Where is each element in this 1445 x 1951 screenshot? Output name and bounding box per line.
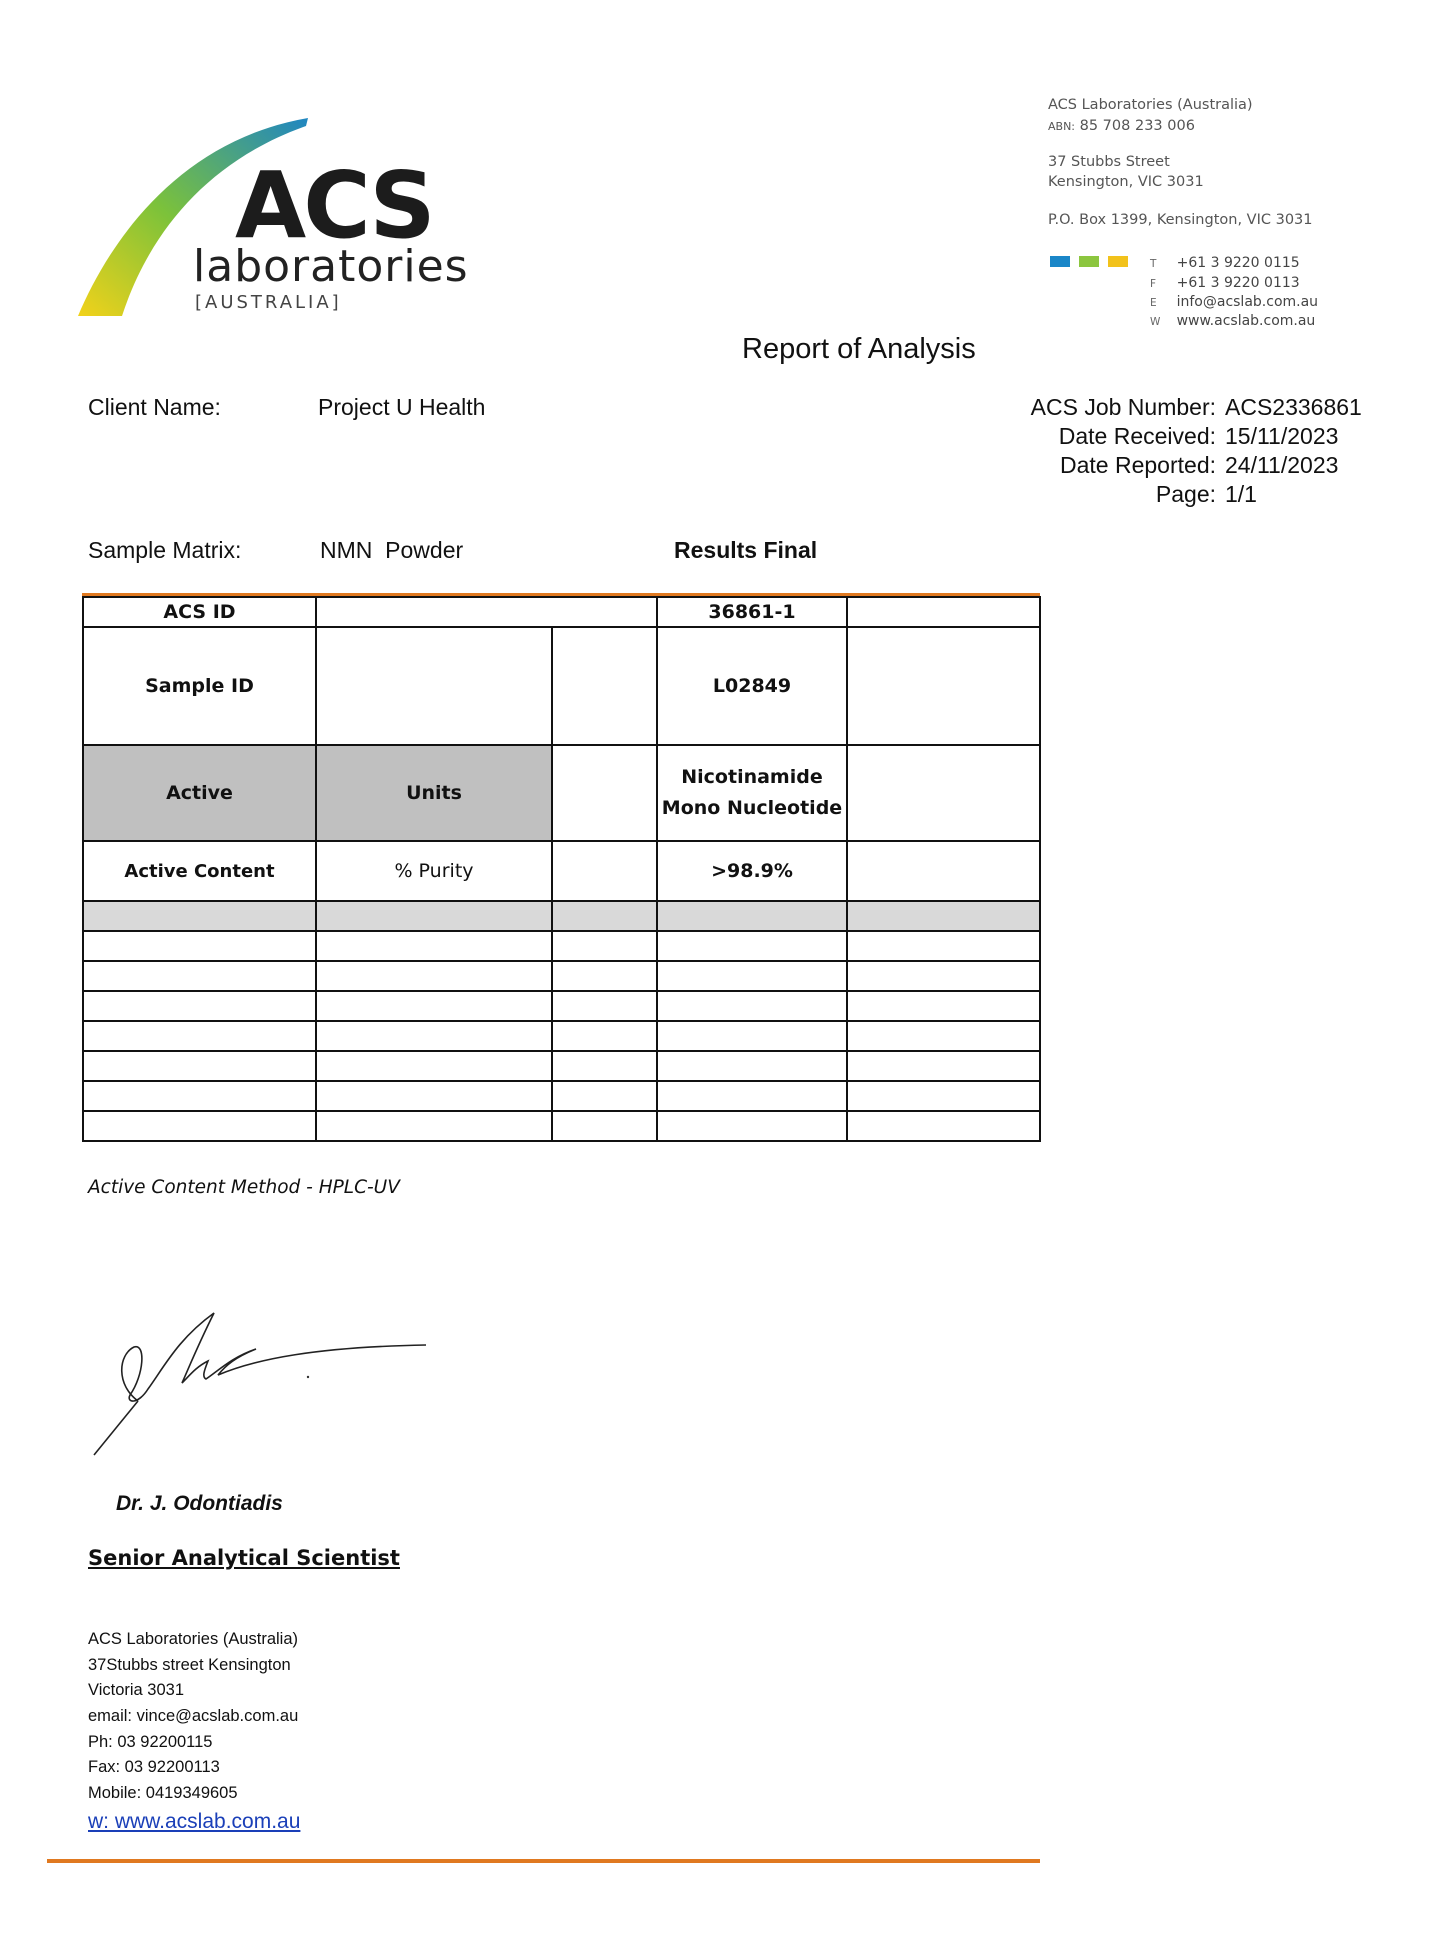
footer-line: Fax: 03 92200113 bbox=[88, 1758, 220, 1777]
page-value: 1/1 bbox=[1225, 481, 1257, 507]
units-header: Units bbox=[316, 745, 552, 841]
logo-sub-text: laboratories bbox=[193, 241, 469, 292]
date-reported-label: Date Reported: bbox=[1060, 452, 1216, 478]
job-number-label: ACS Job Number: bbox=[1030, 394, 1216, 420]
footer-line: email: vince@acslab.com.au bbox=[88, 1707, 299, 1726]
table-cell bbox=[552, 841, 657, 901]
compound-header bbox=[657, 745, 847, 841]
company-name: ACS Laboratories (Australia) bbox=[1048, 97, 1253, 113]
table-row bbox=[83, 931, 1040, 961]
contact-label: W bbox=[1150, 316, 1161, 328]
results-status: Results Final bbox=[674, 537, 818, 563]
footer-contact bbox=[88, 1630, 300, 1838]
abn-label: ABN: bbox=[1048, 120, 1076, 133]
sample-id-header: Sample ID bbox=[83, 627, 316, 745]
brand-swatch-blue bbox=[1050, 256, 1070, 267]
table-cell bbox=[847, 841, 1040, 901]
contact-fax bbox=[1150, 276, 1300, 291]
contact-value: info@acslab.com.au bbox=[1176, 294, 1319, 310]
table-row bbox=[83, 627, 1040, 745]
sample-matrix-value: NMN Powder bbox=[320, 537, 464, 563]
company-suburb: Kensington, VIC 3031 bbox=[1048, 174, 1204, 190]
contact-web bbox=[1150, 314, 1315, 329]
footer-line: Mobile: 0419349605 bbox=[88, 1784, 238, 1803]
table-cell bbox=[847, 597, 1040, 627]
contact-value: +61 3 9220 0115 bbox=[1176, 255, 1300, 271]
footer-line: Victoria 3031 bbox=[88, 1681, 185, 1700]
active-header: Active bbox=[83, 745, 316, 841]
active-content-label: Active Content bbox=[83, 841, 316, 901]
table-row bbox=[83, 841, 1040, 901]
logo-region-text: [AUSTRALIA] bbox=[195, 292, 342, 313]
table-cell bbox=[847, 627, 1040, 745]
brand-swatch-yellow bbox=[1108, 256, 1128, 267]
purity-result: >98.9% bbox=[657, 841, 847, 901]
contact-label: T bbox=[1150, 258, 1157, 270]
contact-value: www.acslab.com.au bbox=[1176, 313, 1316, 329]
page-label: Page: bbox=[1155, 481, 1216, 507]
sample-id-value: L02849 bbox=[657, 627, 847, 745]
table-row bbox=[83, 991, 1040, 1021]
table-row bbox=[83, 1081, 1040, 1111]
table-cell bbox=[847, 745, 1040, 841]
contact-label: E bbox=[1150, 297, 1157, 309]
contact-phone bbox=[1150, 256, 1300, 271]
job-number-value: ACS2336861 bbox=[1225, 394, 1362, 420]
compound-line-2: Mono Nucleotide bbox=[661, 797, 843, 819]
logo-brand-text: ACS bbox=[235, 152, 433, 259]
purity-units: % Purity bbox=[316, 841, 552, 901]
footer-line: 37Stubbs street Kensington bbox=[88, 1655, 291, 1674]
signatory-title: Senior Analytical Scientist bbox=[88, 1546, 400, 1570]
footer-line: Ph: 03 92200115 bbox=[88, 1732, 213, 1751]
report-title: Report of Analysis bbox=[742, 333, 976, 365]
contact-label: F bbox=[1150, 278, 1157, 290]
company-abn bbox=[1048, 119, 1195, 134]
signatory-name: Dr. J. Odontiadis bbox=[116, 1492, 283, 1515]
abn-value: 85 708 233 006 bbox=[1079, 118, 1195, 134]
table-row bbox=[83, 745, 1040, 841]
footer-line: ACS Laboratories (Australia) bbox=[88, 1630, 299, 1648]
results-table bbox=[82, 596, 1041, 1142]
table-row bbox=[83, 901, 1040, 931]
acs-id-header: ACS ID bbox=[83, 597, 316, 627]
signature-icon bbox=[86, 1305, 436, 1465]
signature-image bbox=[86, 1305, 436, 1470]
table-cell bbox=[552, 745, 657, 841]
footer-divider bbox=[47, 1859, 1040, 1863]
contact-email bbox=[1150, 295, 1318, 310]
company-po-box: P.O. Box 1399, Kensington, VIC 3031 bbox=[1048, 212, 1313, 228]
table-cell bbox=[552, 627, 657, 745]
table-row bbox=[83, 1051, 1040, 1081]
client-name-value: Project U Health bbox=[318, 394, 486, 420]
table-row bbox=[83, 1021, 1040, 1051]
table-row bbox=[83, 597, 1040, 627]
company-street: 37 Stubbs Street bbox=[1048, 154, 1170, 170]
date-received-label: Date Received: bbox=[1058, 423, 1216, 449]
table-cell bbox=[316, 597, 657, 627]
method-note: Active Content Method - HPLC-UV bbox=[88, 1177, 400, 1198]
compound-line-1: Nicotinamide bbox=[681, 766, 823, 788]
table-row bbox=[83, 1111, 1040, 1141]
table-row bbox=[83, 961, 1040, 991]
sample-matrix-label: Sample Matrix: bbox=[88, 537, 242, 563]
acs-id-value: 36861-1 bbox=[657, 597, 847, 627]
footer-website-link[interactable]: w: www.acslab.com.au bbox=[88, 1809, 301, 1833]
date-received-value: 15/11/2023 bbox=[1225, 423, 1339, 449]
brand-swatch-green bbox=[1079, 256, 1099, 267]
table-cell bbox=[316, 627, 552, 745]
contact-value: +61 3 9220 0113 bbox=[1176, 275, 1300, 291]
client-name-label: Client Name: bbox=[88, 394, 221, 420]
date-reported-value: 24/11/2023 bbox=[1225, 452, 1339, 478]
